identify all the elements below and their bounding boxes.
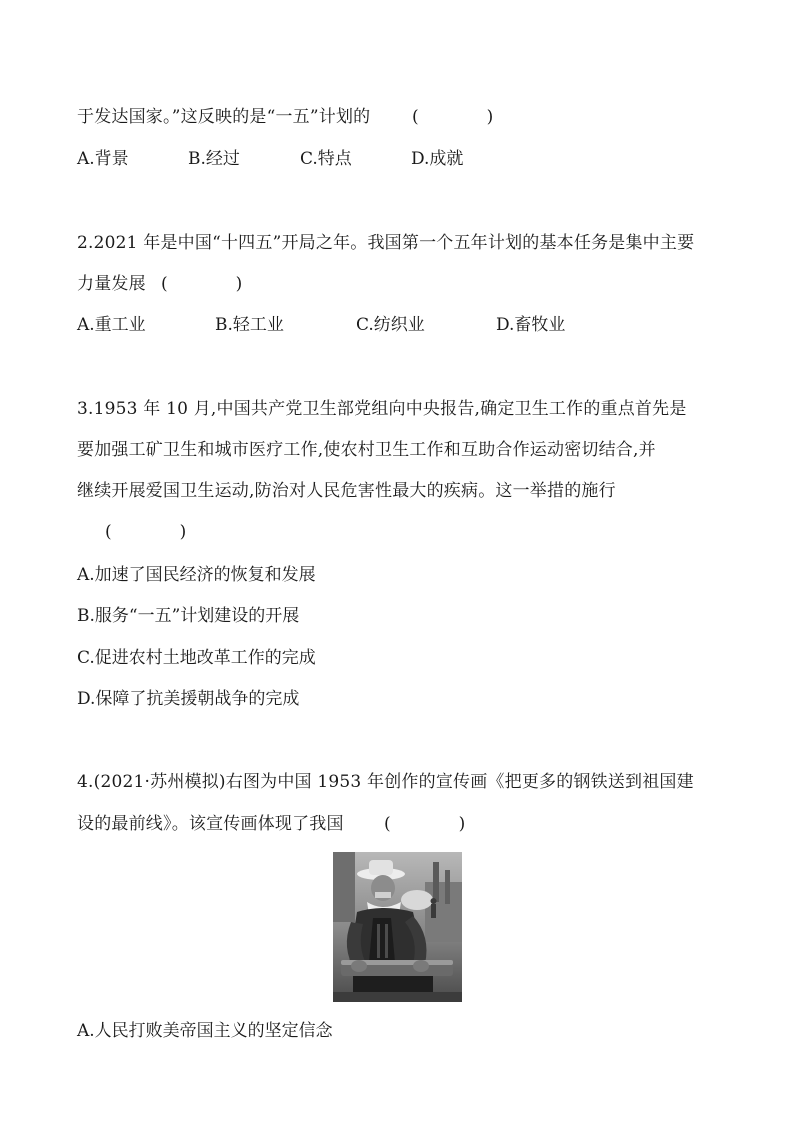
propaganda-poster-image [333, 852, 462, 1002]
q4-option-a: A.人民打败美帝国主义的坚定信念 [77, 1021, 333, 1041]
q3-option-c: C.促进农村土地改革工作的完成 [77, 648, 316, 668]
q2-option-a: A.重工业 [77, 315, 146, 335]
poster-illustration [333, 852, 462, 1002]
q3-option-b: B.服务“一五”计划建设的开展 [77, 606, 300, 626]
q3-stem-line-2: 要加强工矿卫生和城市医疗工作,使农村卫生工作和互助合作运动密切结合,并 [77, 440, 656, 460]
q2-stem-line-1: 2.2021 年是中国“十四五”开局之年。我国第一个五年计划的基本任务是集中主要 [77, 233, 695, 253]
q3-stem-line-1: 3.1953 年 10 月,中国共产党卫生部党组向中央报告,确定卫生工作的重点首先是 [77, 399, 687, 419]
q1-continuation-text: 于发达国家。”这反映的是“一五”计划的 [77, 107, 371, 127]
q2-option-c: C.纺织业 [356, 315, 425, 335]
q2-option-d: D.畜牧业 [496, 315, 566, 335]
q1-option-c: C.特点 [300, 149, 352, 169]
q3-stem-line-3: 继续开展爱国卫生运动,防治对人民危害性最大的疾病。这一举措的施行 [77, 481, 616, 501]
q1-option-d: D.成就 [411, 149, 464, 169]
q3-answer-blank: ( ) [105, 522, 187, 542]
q3-option-d: D.保障了抗美援朝战争的完成 [77, 689, 300, 709]
q4-answer-blank: ( ) [384, 814, 466, 834]
q4-stem-line-2: 设的最前线》。该宣传画体现了我国 [77, 814, 344, 834]
q1-option-b: B.经过 [188, 149, 240, 169]
q1-option-a: A.背景 [77, 149, 129, 169]
q2-option-b: B.轻工业 [215, 315, 284, 335]
q2-stem-line-2: 力量发展 [77, 274, 146, 294]
q3-option-a: A.加速了国民经济的恢复和发展 [77, 565, 316, 585]
q1-answer-blank: ( ) [412, 107, 494, 127]
q2-answer-blank: ( ) [161, 274, 243, 294]
q4-stem-line-1: 4.(2021·苏州模拟)右图为中国 1953 年创作的宣传画《把更多的钢铁送到祖国建 [77, 772, 694, 792]
